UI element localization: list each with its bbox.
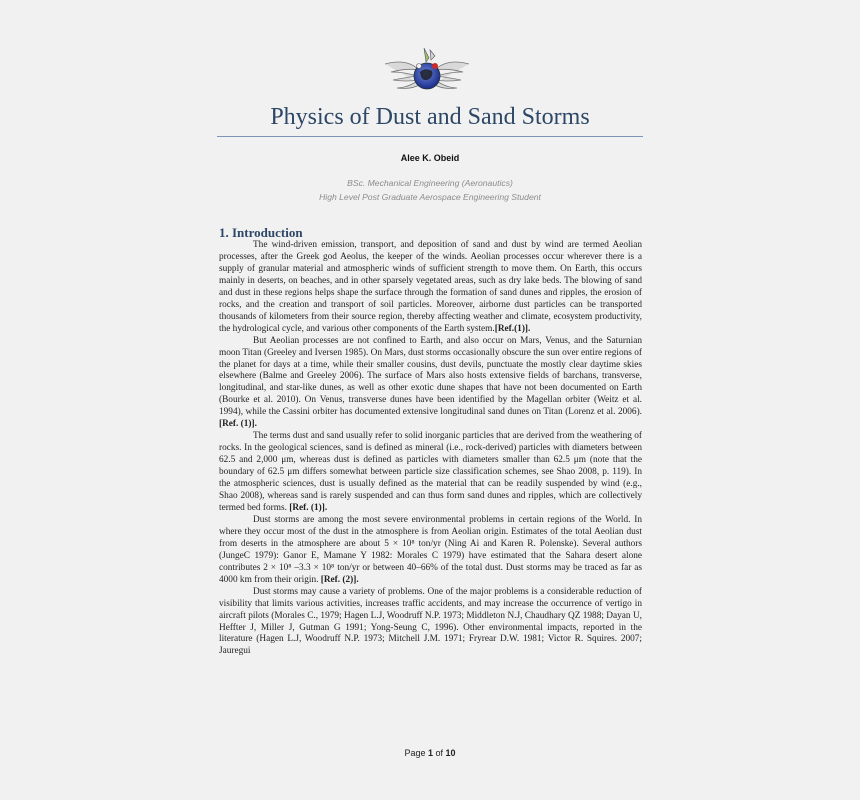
page-total: 10	[445, 748, 456, 758]
paragraph: But Aeolian processes are not confined to Earth, and also occur on Mars, Venus, and the Saturnian moon Titan (Greeley and Iversen 1985). On Mars, dust storms occasionally obscure the sun over entire regions of the planet for days at a time, while their smaller cousins, dust devils, punctuate the mostly clear daytime skies elsewhere (Balme and Greeley 2006). The surface of Mars also hosts extensive fields of barchans, transverse, longitudinal, and star-like dunes, as well as other exotic dune shapes that have not been documented on Earth (Bourke et al. 2010). On Venus, transverse dunes have been identified by the Magellan orbiter (Weitz et al. 1994), while the Cassini orbiter has documented extensive longitudinal sand dunes on Titan (Lorenz et al. 2006). [Ref. (1)].	[219, 335, 642, 430]
math-expression: 5 × 10⁸	[384, 538, 415, 549]
paragraph: Dust storms may cause a variety of problems. One of the major problems is a considerable reduction of visibility that limits various activities, increases traffic accidents, and may increase the occurrence of vertigo in aircraft pilots (Morales C., 1979; Hagen L.J, Woodruff N.P. 1973; Middleton N.J, Chaudhary QZ 1988; Dayan U, Heffter J, Miller J, Gutman G 1991; Yong-Seung C, 1996). Other environmental impacts, reported in the literature (Hagen L.J, Woodruff N.P. 1973; Mitchell J.M. 1971; Fryrear D.W. 1981; Victor R. Squires. 2007; Jauregui	[219, 586, 642, 657]
body-text	[219, 240, 642, 750]
paragraph: Dust storms are among the most severe environmental problems in certain regions of the World. In where they occur most of the dust in the atmosphere is from Aeolian origin. Estimates of the total Aeolian dust from deserts in the atmosphere are about 5 × 10⁸ ton/yr (Ning Ai and Karen R. Polenske). Several authors (JungeC 1979): Ganor E, Mamane Y 1982: Morales C 1979) have estimated that the Sahara desert alone contributes 2 × 10⁸ –3.3 × 10⁸ ton/yr or between 40–66% of the total dust. Dust storms may be traced as far as 4000 km from their origin. [Ref. (2)].	[219, 514, 642, 585]
section-heading: 1. Introduction	[219, 225, 303, 240]
paper-title: Physics of Dust and Sand Storms	[270, 104, 590, 130]
page-footer	[215, 748, 645, 758]
paragraph: The terms dust and sand usually refer to solid inorganic particles that are derived from the weathering of rocks. In the geological sciences, sand is defined as mineral (i.e., rock-derived) particles with diameters between 62.5 and 2,000 μm, whereas dust is defined as particles with diameters smaller than 62.5 μm (note that the boundary of 62.5 μm differs somewhat between particle size classification schemes, see Shao 2008, p. 119). In the atmospheric sciences, dust is usually defined as the material that can be readily suspended by wind (e.g., Shao 2008), whereas sand is rarely suspended and can thus form sand dunes and ripples, which are collectively termed bed forms. [Ref. (1)].	[219, 431, 642, 513]
author-affiliation	[215, 177, 645, 204]
affiliation-line: High Level Post Graduate Aerospace Engineering Student	[319, 191, 541, 202]
reference: [Ref. (2)].	[320, 574, 359, 585]
winged-globe-logo-icon	[377, 42, 477, 97]
page-label: Page	[404, 748, 426, 758]
paragraph: The wind-driven emission, transport, and deposition of sand and dust by wind are termed Aeolian processes, after the Greek god Aeolus, the keeper of the winds. Aeolian processes occur wherever there is a supply of granular material and atmospheric winds of sufficient strength to move them. On Earth, this occurs mainly in deserts, on beaches, and in other sparsely vegetated areas, such as dry lake beds. The blowing of sand and dust in these regions helps shape the surface through the formation of sand dunes and ripples, the erosion of rocks, and the creation and transport of soil particles. Moreover, airborne dust particles can be transported thousands of kilometers from their source region, thereby affecting weather and climate, ecosystem productivity, the hydrological cycle, and various other components of the Earth system.[Ref.(1)].	[219, 240, 642, 334]
page-current: 1	[427, 748, 433, 758]
document-page	[215, 38, 645, 768]
affiliation-line: BSc. Mechanical Engineering (Aeronautics)	[347, 178, 513, 188]
reference: [Ref. (1)].	[219, 419, 257, 430]
author-name: Alee K. Obeid	[400, 153, 460, 163]
reference: [Ref. (1)].	[289, 502, 328, 513]
reference: [Ref.(1)].	[494, 323, 531, 334]
title-underline	[217, 136, 643, 137]
page-of: of	[435, 748, 444, 758]
math-expression: 2 × 10⁸ –3.3 × 10⁸	[263, 562, 335, 573]
